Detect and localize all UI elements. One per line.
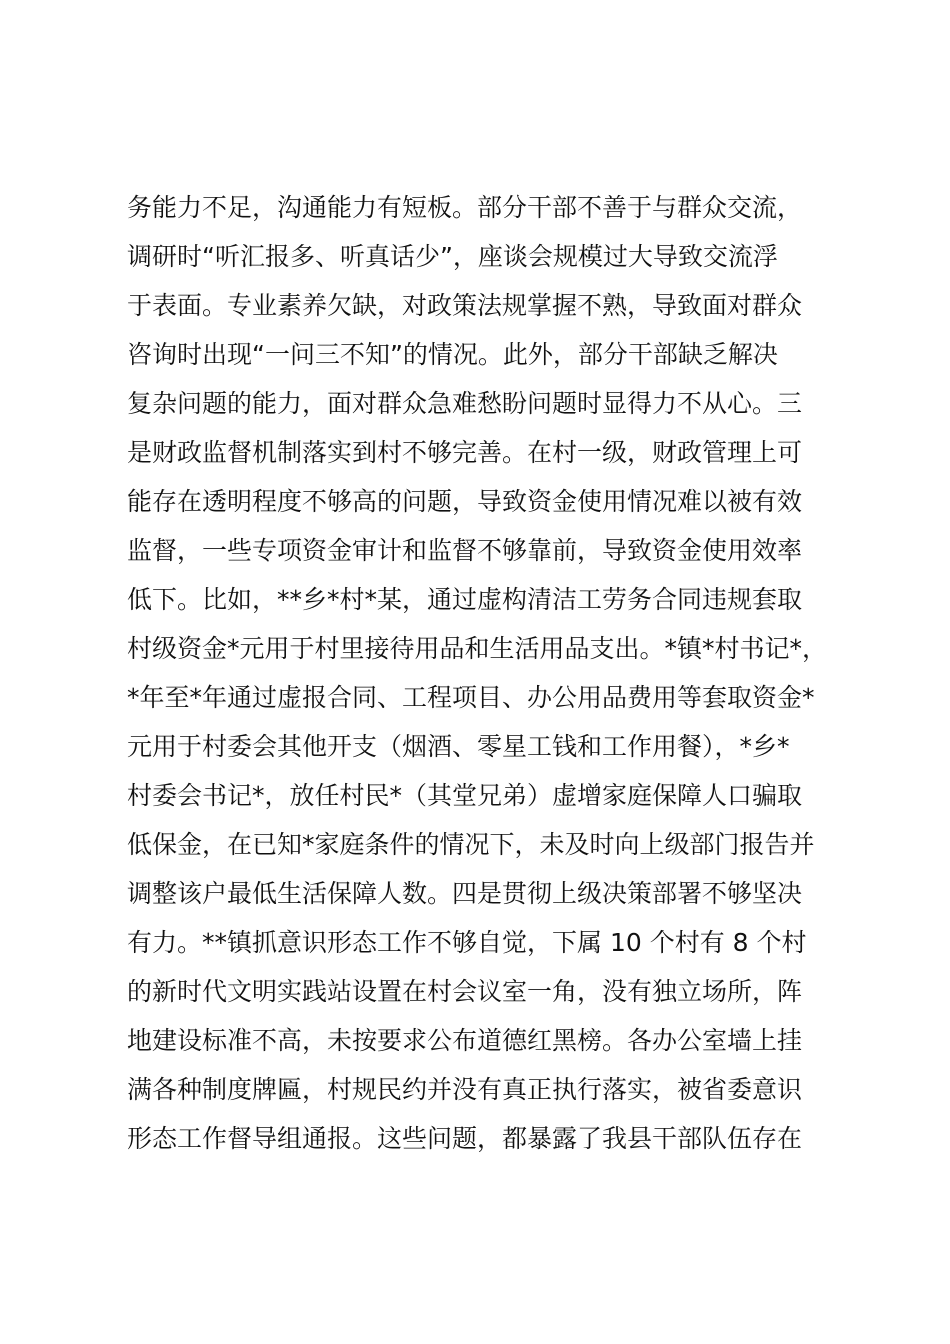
text-line: 的新时代文明实践站设置在村会议室一角，没有独立场所，阵 xyxy=(127,977,803,1006)
text-line: 能存在透明程度不够高的问题，导致资金使用情况难以被有效 xyxy=(127,487,803,516)
text-line: 地建设标准不高，未按要求公布道德红黑榜。各办公室墙上挂 xyxy=(127,1026,803,1055)
text-line: 有力。**镇抓意识形态工作不够自觉，下属 10 个村有 8 个村 xyxy=(127,928,807,957)
text-line: 于表面。专业素养欠缺，对政策法规掌握不熟，导致面对群众 xyxy=(127,291,803,320)
text-line: 监督，一些专项资金审计和监督不够靠前，导致资金使用效率 xyxy=(127,536,803,565)
text-line: 低保金，在已知*家庭条件的情况下，未及时向上级部门报告并 xyxy=(127,830,815,859)
text-line: 满各种制度牌匾，村规民约并没有真正执行落实，被省委意识 xyxy=(127,1075,803,1104)
text-line: 村级资金*元用于村里接待用品和生活用品支出。*镇*村书记*， xyxy=(127,634,828,663)
text-line: 是财政监督机制落实到村不够完善。在村一级，财政管理上可 xyxy=(127,438,803,467)
text-line: 村委会书记*，放任村民*（其堂兄弟）虚增家庭保障人口骗取 xyxy=(127,781,803,810)
text-line: 调研时“听汇报多、听真话少”，座谈会规模过大导致交流浮 xyxy=(127,242,778,271)
text-line: 低下。比如，**乡*村*某，通过虚构清洁工劳务合同违规套取 xyxy=(127,585,803,614)
text-line: 咨询时出现“一问三不知”的情况。此外，部分干部缺乏解决 xyxy=(127,340,778,369)
text-line: 复杂问题的能力，面对群众急难愁盼问题时显得力不从心。三 xyxy=(127,389,803,418)
text-line: *年至*年通过虚报合同、工程项目、办公用品费用等套取资金* xyxy=(127,683,815,712)
text-line: 形态工作督导组通报。这些问题，都暴露了我县干部队伍存在 xyxy=(127,1124,803,1153)
body-paragraph xyxy=(127,183,837,1163)
text-line: 调整该户最低生活保障人数。四是贯彻上级决策部署不够坚决 xyxy=(127,879,803,908)
text-line: 元用于村委会其他开支（烟酒、零星工钱和工作用餐），*乡* xyxy=(127,732,790,761)
text-line: 务能力不足，沟通能力有短板。部分干部不善于与群众交流， xyxy=(127,193,803,222)
